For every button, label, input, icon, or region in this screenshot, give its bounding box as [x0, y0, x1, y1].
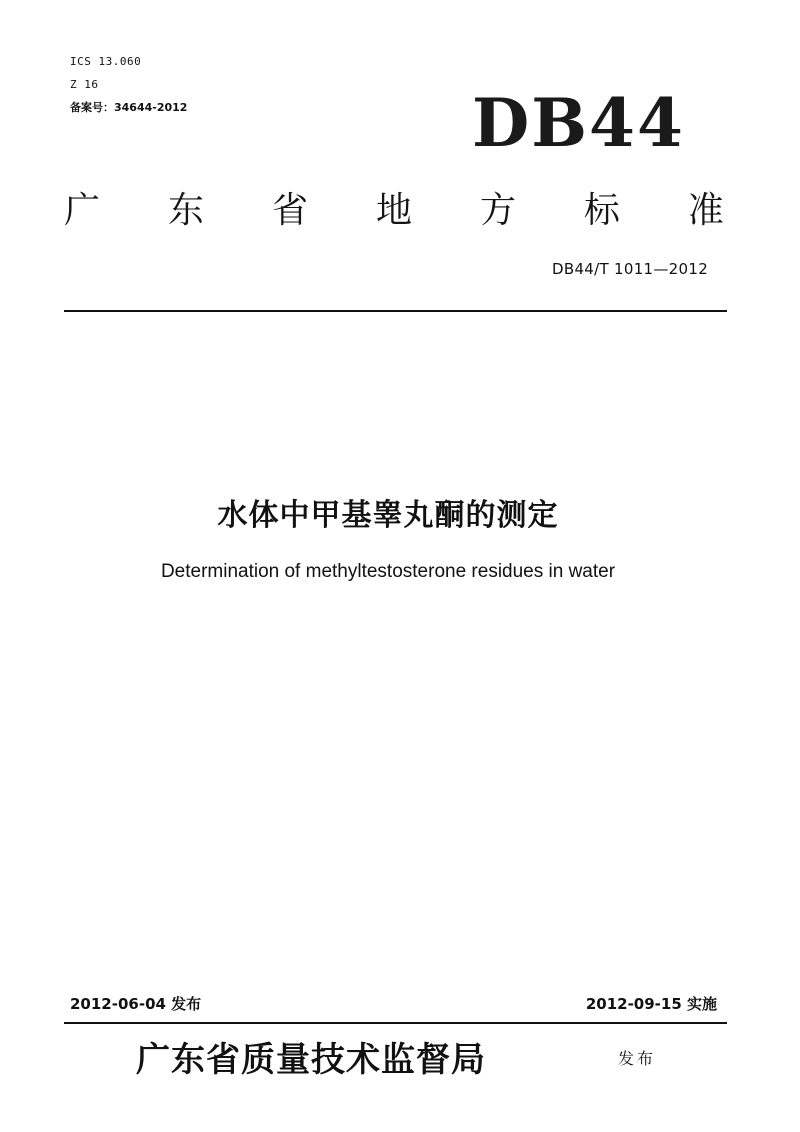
publish-date: 2012-06-04 发布 [70, 995, 202, 1013]
ics-code: ICS 13.060 [70, 55, 142, 68]
footer-divider [64, 1022, 727, 1024]
header-divider [64, 310, 727, 312]
standard-type-char: 地 [375, 190, 412, 231]
standard-number: DB44/T 1011—2012 [552, 260, 709, 278]
standard-type-char: 标 [583, 190, 620, 231]
issue-label: 发布 [618, 1049, 657, 1068]
issuing-authority: 广东省质量技术监督局 [136, 1040, 486, 1080]
standard-type-char: 广 [64, 190, 101, 231]
standard-type-char: 准 [687, 190, 724, 231]
standard-type-char: 方 [479, 190, 516, 231]
document-title-english: Determination of methyltestosterone residues in water [160, 561, 616, 582]
document-title-chinese: 水体中甲基睾丸酮的测定 [217, 498, 559, 533]
standard-type-heading [64, 182, 724, 233]
filing-number: 备案号：34644-2012 [70, 101, 188, 114]
category-code: Z 16 [70, 78, 99, 91]
standard-type-char: 东 [167, 190, 204, 231]
standard-type-char: 省 [271, 190, 308, 231]
implement-date: 2012-09-15 实施 [585, 995, 717, 1013]
db44-logo: DB44 [472, 84, 685, 162]
